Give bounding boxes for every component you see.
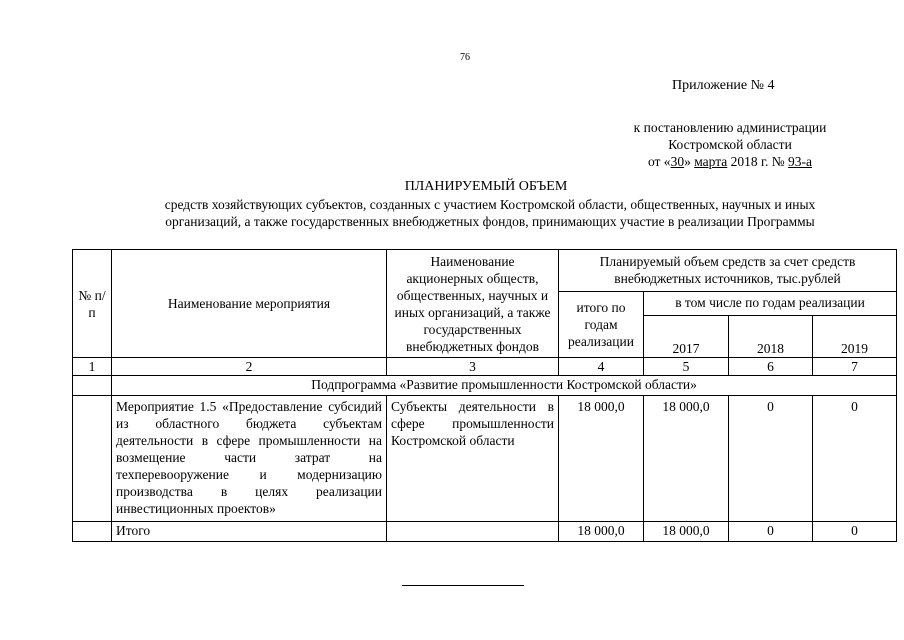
table-row bbox=[73, 396, 897, 522]
totals-year-2017: 18 000,0 bbox=[644, 522, 729, 542]
decree-number: 93-а bbox=[788, 154, 813, 169]
document-subtitle-line2: организаций, а также государственных внебюджетных фондов, принимающих участие в реализации Программы bbox=[165, 214, 815, 229]
column-number: 1 bbox=[73, 358, 112, 376]
subprogram-title: Подпрограмма «Развитие промышленности Костромской области» bbox=[112, 376, 897, 396]
column-number: 4 bbox=[559, 358, 644, 376]
header-year-2017: 2017 bbox=[644, 316, 729, 358]
row-year-2018: 0 bbox=[729, 396, 813, 522]
row-event-name: Мероприятие 1.5 «Предоставление субсидий из областного бюджета субъектам деятельности в сфере промышленности на возмещение части затрат на техперевооружение и модернизацию производства в целях реализации инвестиционных проектов» bbox=[112, 396, 387, 522]
date-prefix: от « bbox=[647, 154, 671, 169]
annex-reference-line: к постановлению администрации bbox=[633, 120, 827, 135]
column-number: 3 bbox=[387, 358, 559, 376]
date-year: 2018 г. № bbox=[727, 154, 789, 169]
header-organization: Наименование акционерных обществ, общественных, научных и иных организаций, а также государственных внебюджетных фондов bbox=[387, 250, 559, 358]
row-year-2019: 0 bbox=[813, 396, 897, 522]
totals-row bbox=[73, 522, 897, 542]
annex-reference-region: Костромской области bbox=[668, 137, 792, 152]
date-separator: » bbox=[684, 154, 695, 169]
totals-total: 18 000,0 bbox=[559, 522, 644, 542]
column-number: 2 bbox=[112, 358, 387, 376]
totals-organization bbox=[387, 522, 559, 542]
column-number: 6 bbox=[729, 358, 813, 376]
totals-year-2018: 0 bbox=[729, 522, 813, 542]
row-total: 18 000,0 bbox=[559, 396, 644, 522]
subprogram-num-cell bbox=[73, 376, 112, 396]
header-event-name: Наименование мероприятия bbox=[112, 250, 387, 358]
annex-reference-date bbox=[580, 153, 880, 170]
date-day: 30 bbox=[670, 154, 685, 169]
totals-label: Итого bbox=[112, 522, 387, 542]
header-total: итого по годам реализации bbox=[559, 292, 644, 358]
document-title: ПЛАНИРУЕМЫЙ ОБЪЕМ bbox=[404, 179, 568, 194]
row-year-2017: 18 000,0 bbox=[644, 396, 729, 522]
totals-year-2019: 0 bbox=[813, 522, 897, 542]
column-number: 7 bbox=[813, 358, 897, 376]
footnote-divider bbox=[402, 585, 524, 586]
header-by-years: в том числе по годам реализации bbox=[644, 292, 897, 316]
header-num: № п/п bbox=[73, 250, 112, 358]
column-number: 5 bbox=[644, 358, 729, 376]
row-num bbox=[73, 396, 112, 522]
row-organization: Субъекты деятельности в сфере промышленности Костромской области bbox=[387, 396, 559, 522]
annex-title: Приложение № 4 bbox=[672, 78, 775, 93]
header-year-2018: 2018 bbox=[729, 316, 813, 358]
funding-table bbox=[72, 249, 897, 542]
page-number: 76 bbox=[460, 52, 470, 63]
header-year-2019: 2019 bbox=[813, 316, 897, 358]
date-month: марта bbox=[694, 154, 728, 169]
header-planned-volume: Планируемый объем средств за счет средств внебюджетных источников, тыс.рублей bbox=[559, 250, 897, 292]
document-subtitle-line1: средств хозяйствующих субъектов, созданных с участием Костромской области, общественных, научных и иных bbox=[164, 197, 816, 212]
totals-num bbox=[73, 522, 112, 542]
